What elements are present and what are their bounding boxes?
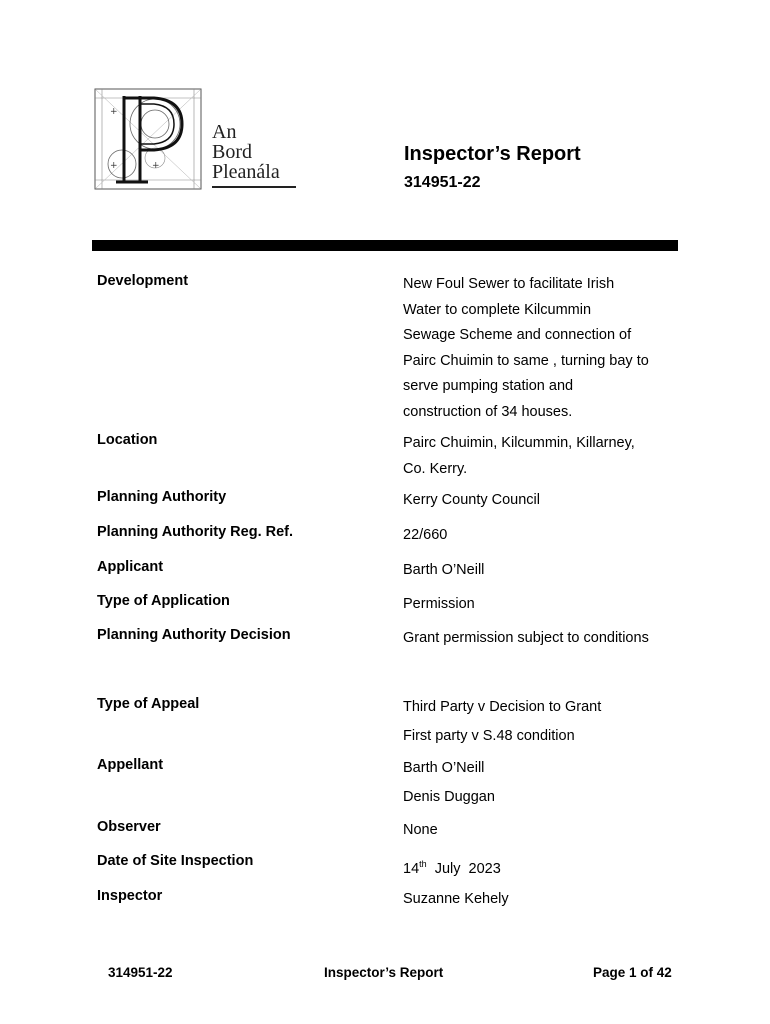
svg-text:+: + <box>152 161 160 171</box>
field-value <box>403 431 678 482</box>
value-line: Water to complete Kilcummin <box>403 301 592 318</box>
field-label: Date of Site Inspection <box>97 853 254 869</box>
field-value <box>403 592 678 618</box>
field-value <box>403 523 678 549</box>
value-line: Pairc Chuimin, Kilcummin, Killarney, <box>403 435 635 451</box>
logo-line-pleanala: Pleanála <box>212 161 280 183</box>
value-line: Sewage Scheme and connection of <box>403 327 632 343</box>
field-label: Planning Authority Reg. Ref. <box>97 524 294 540</box>
field-value <box>403 272 678 425</box>
field-label: Observer <box>97 819 161 835</box>
date-ordinal-suffix: th <box>419 859 427 869</box>
value-line: Pairc Chuimin to same , turning bay to <box>403 352 649 369</box>
value-line: Barth O’Neill <box>403 562 485 578</box>
logo-wordmark <box>212 122 280 182</box>
value-line: None <box>403 822 438 838</box>
footer-case-number: 314951-22 <box>108 965 173 980</box>
field-value <box>403 754 678 812</box>
field-label: Applicant <box>97 559 164 575</box>
header-divider <box>92 240 678 251</box>
field-label: Planning Authority Decision <box>97 627 291 643</box>
svg-text:+: + <box>110 107 118 117</box>
value-line: Permission <box>403 596 475 612</box>
field-value <box>403 488 678 514</box>
svg-text:+: + <box>110 161 118 171</box>
report-title: Inspector’s Report <box>404 143 581 165</box>
field-label: Type of Application <box>97 593 230 609</box>
field-label: Development <box>97 273 189 289</box>
logo-line-an: An <box>212 121 237 143</box>
field-label: Type of Appeal <box>97 696 200 712</box>
field-value <box>403 693 678 751</box>
field-label: Planning Authority <box>97 489 227 505</box>
logo-underline <box>212 186 296 188</box>
value-line: Third Party v Decision to Grant <box>403 699 602 715</box>
value-line: Co. Kerry. <box>403 460 468 477</box>
value-line: 22/660 <box>403 527 448 543</box>
field-value <box>403 852 678 882</box>
date-day: 14 <box>403 860 420 877</box>
value-line: First party v S.48 condition <box>403 728 575 744</box>
logo-line-bord: Bord <box>212 141 252 163</box>
logo-p-emblem-icon <box>92 86 204 194</box>
value-line: Kerry County Council <box>403 492 540 508</box>
field-value <box>403 626 678 652</box>
an-bord-pleanala-logo <box>92 86 300 194</box>
value-line: Suzanne Kehely <box>403 891 509 907</box>
case-number: 314951-22 <box>404 174 481 191</box>
value-line: serve pumping station and <box>403 378 574 394</box>
value-line: Grant permission subject to conditions <box>403 630 649 646</box>
field-label: Appellant <box>97 757 164 773</box>
value-line: Denis Duggan <box>403 789 495 805</box>
field-value <box>403 558 678 584</box>
field-label: Location <box>97 432 158 448</box>
value-line: Barth O’Neill <box>403 760 485 776</box>
date-month-year: July 2023 <box>426 860 501 877</box>
field-value <box>403 887 678 913</box>
field-label: Inspector <box>97 888 163 904</box>
footer-page-number: Page 1 of 42 <box>593 965 672 980</box>
value-line: New Foul Sewer to facilitate Irish <box>403 276 615 292</box>
value-line: construction of 34 houses. <box>403 403 573 420</box>
footer-report-title: Inspector’s Report <box>324 965 444 980</box>
field-value <box>403 818 678 844</box>
